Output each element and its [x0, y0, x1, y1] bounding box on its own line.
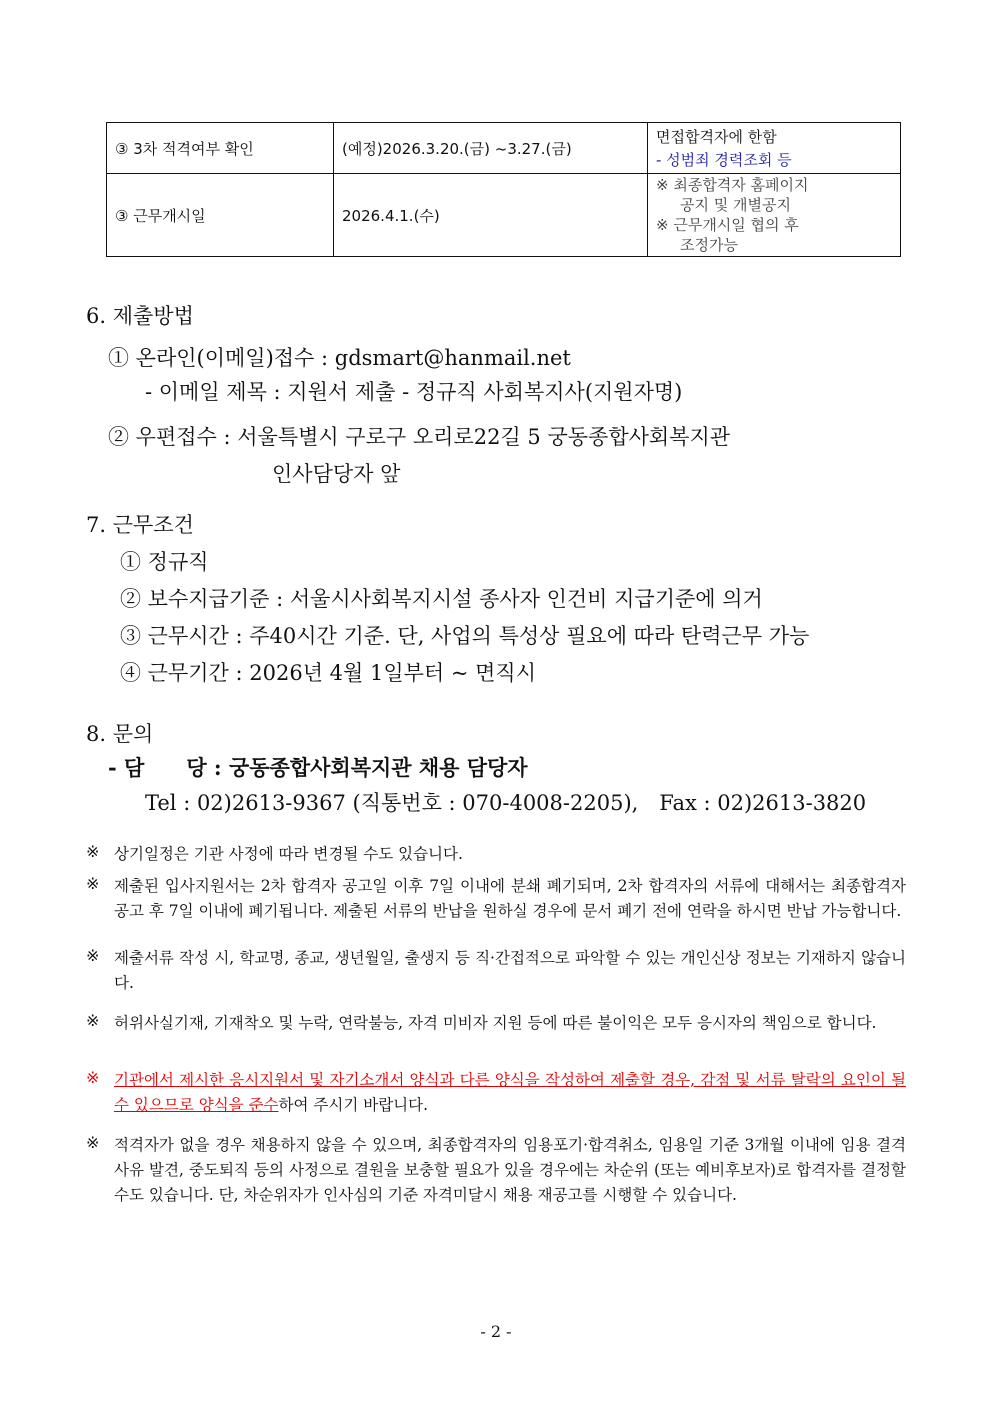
note-cell [648, 174, 901, 257]
step-cell: ③ 근무개시일 [107, 174, 334, 257]
notice-item [86, 1133, 906, 1208]
section-6-title: 6. 제출방법 [86, 304, 194, 328]
work-condition-item: ④ 근무기간 : 2026년 4월 1일부터 ~ 면직시 [120, 661, 536, 685]
date-cell: 2026.4.1.(수) [334, 174, 648, 257]
table-row [107, 174, 901, 257]
contact-person: - 담 당 : 궁동종합사회복지관 채용 담당자 [108, 755, 528, 780]
notice-item [86, 946, 906, 996]
note-line: 조정가능 [680, 236, 738, 254]
note-line: 공지 및 개별공지 [680, 196, 791, 214]
email-subject: - 이메일 제목 : 지원서 제출 - 정규직 사회복지사(지원자명) [145, 380, 683, 404]
notice-text: 상기일정은 기관 사정에 따라 변경될 수도 있습니다. [114, 845, 463, 863]
warning-text-rest: 하여 주시기 바랍니다. [278, 1096, 429, 1114]
notice-text: 적격자가 없을 경우 채용하지 않을 수 있으며, 최종합격자의 임용포기·합격취소, 임용일 기준 3개월 이내에 임용 결격사유 발견, 중도퇴직 등의 사정으로 결원을 보충할 필요가 있을 경우에는 차순위 (또는 예비후보자)로 합격자를 결정할 수도 있습니다. 단, 차순위자가 인사심의 기준 자격미달시 채용 재공고를 시행할 수 있습니다. [114, 1136, 906, 1204]
work-condition-item: ③ 근무시간 : 주40시간 기준. 단, 사업의 특성상 필요에 따라 탄력근무 가능 [120, 624, 810, 648]
table-row [107, 123, 901, 174]
notice-text: 허위사실기재, 기재착오 및 누락, 연락불능, 자격 미비자 지원 등에 따른 불이익은 모두 응시자의 책임으로 합니다. [114, 1014, 877, 1032]
reference-mark: ※ [86, 1133, 100, 1152]
notice-text [114, 1068, 906, 1118]
note-line: 면접합격자에 한함 [656, 128, 777, 146]
section-8-title: 8. 문의 [86, 722, 154, 746]
notice-item [86, 874, 906, 924]
work-condition-item: ② 보수지급기준 : 서울시사회복지시설 종사자 인건비 지급기준에 의거 [120, 587, 763, 611]
schedule-table [106, 122, 901, 257]
notice-item-warning [86, 1068, 906, 1118]
reference-mark: ※ [86, 946, 100, 965]
contact-phone-fax: Tel : 02)2613-9367 (직통번호 : 070-4008-2205), Fax : 02)2613-3820 [145, 791, 867, 815]
work-condition-item: ① 정규직 [120, 550, 209, 574]
note-line: - 성범죄 경력조회 등 [656, 151, 792, 169]
date-cell: (예정)2026.3.20.(금) ~3.27.(금) [334, 123, 648, 174]
reference-mark: ※ [86, 842, 100, 861]
warning-text: 기관에서 제시한 응시지원서 및 자기소개서 양식과 다른 양식을 작성하여 제출할 경우, 감점 및 서류 탈락의 요인이 될 수 있으므로 양식을 준수 [114, 1071, 906, 1114]
note-cell [648, 123, 901, 174]
notice-item [86, 842, 906, 867]
online-submission: ① 온라인(이메일)접수 : gdsmart@hanmail.net [108, 346, 571, 370]
postal-recipient: 인사담당자 앞 [272, 462, 401, 486]
note-line: ※ 최종합격자 홈페이지 [656, 176, 809, 194]
page-number: - 2 - [480, 1322, 512, 1341]
notice-item [86, 1011, 906, 1036]
notice-text: 제출된 입사지원서는 2차 합격자 공고일 이후 7일 이내에 분쇄 폐기되며, 2차 합격자의 서류에 대해서는 최종합격자 공고 후 7일 이내에 폐기됩니다. 제출된 서류의 반납을 원하실 경우에 문서 폐기 전에 연락을 하시면 반납 가능합니다. [114, 877, 906, 920]
section-7-title: 7. 근무조건 [86, 513, 194, 537]
reference-mark: ※ [86, 874, 100, 893]
step-cell: ③ 3차 적격여부 확인 [107, 123, 334, 174]
reference-mark: ※ [86, 1068, 100, 1087]
note-line: ※ 근무개시일 협의 후 [656, 216, 799, 234]
reference-mark: ※ [86, 1011, 100, 1030]
notice-text: 제출서류 작성 시, 학교명, 종교, 생년월일, 출생지 등 직·간접적으로 파악할 수 있는 개인신상 정보는 기재하지 않습니다. [114, 949, 906, 992]
postal-submission: ② 우편접수 : 서울특별시 구로구 오리로22길 5 궁동종합사회복지관 [108, 425, 731, 449]
